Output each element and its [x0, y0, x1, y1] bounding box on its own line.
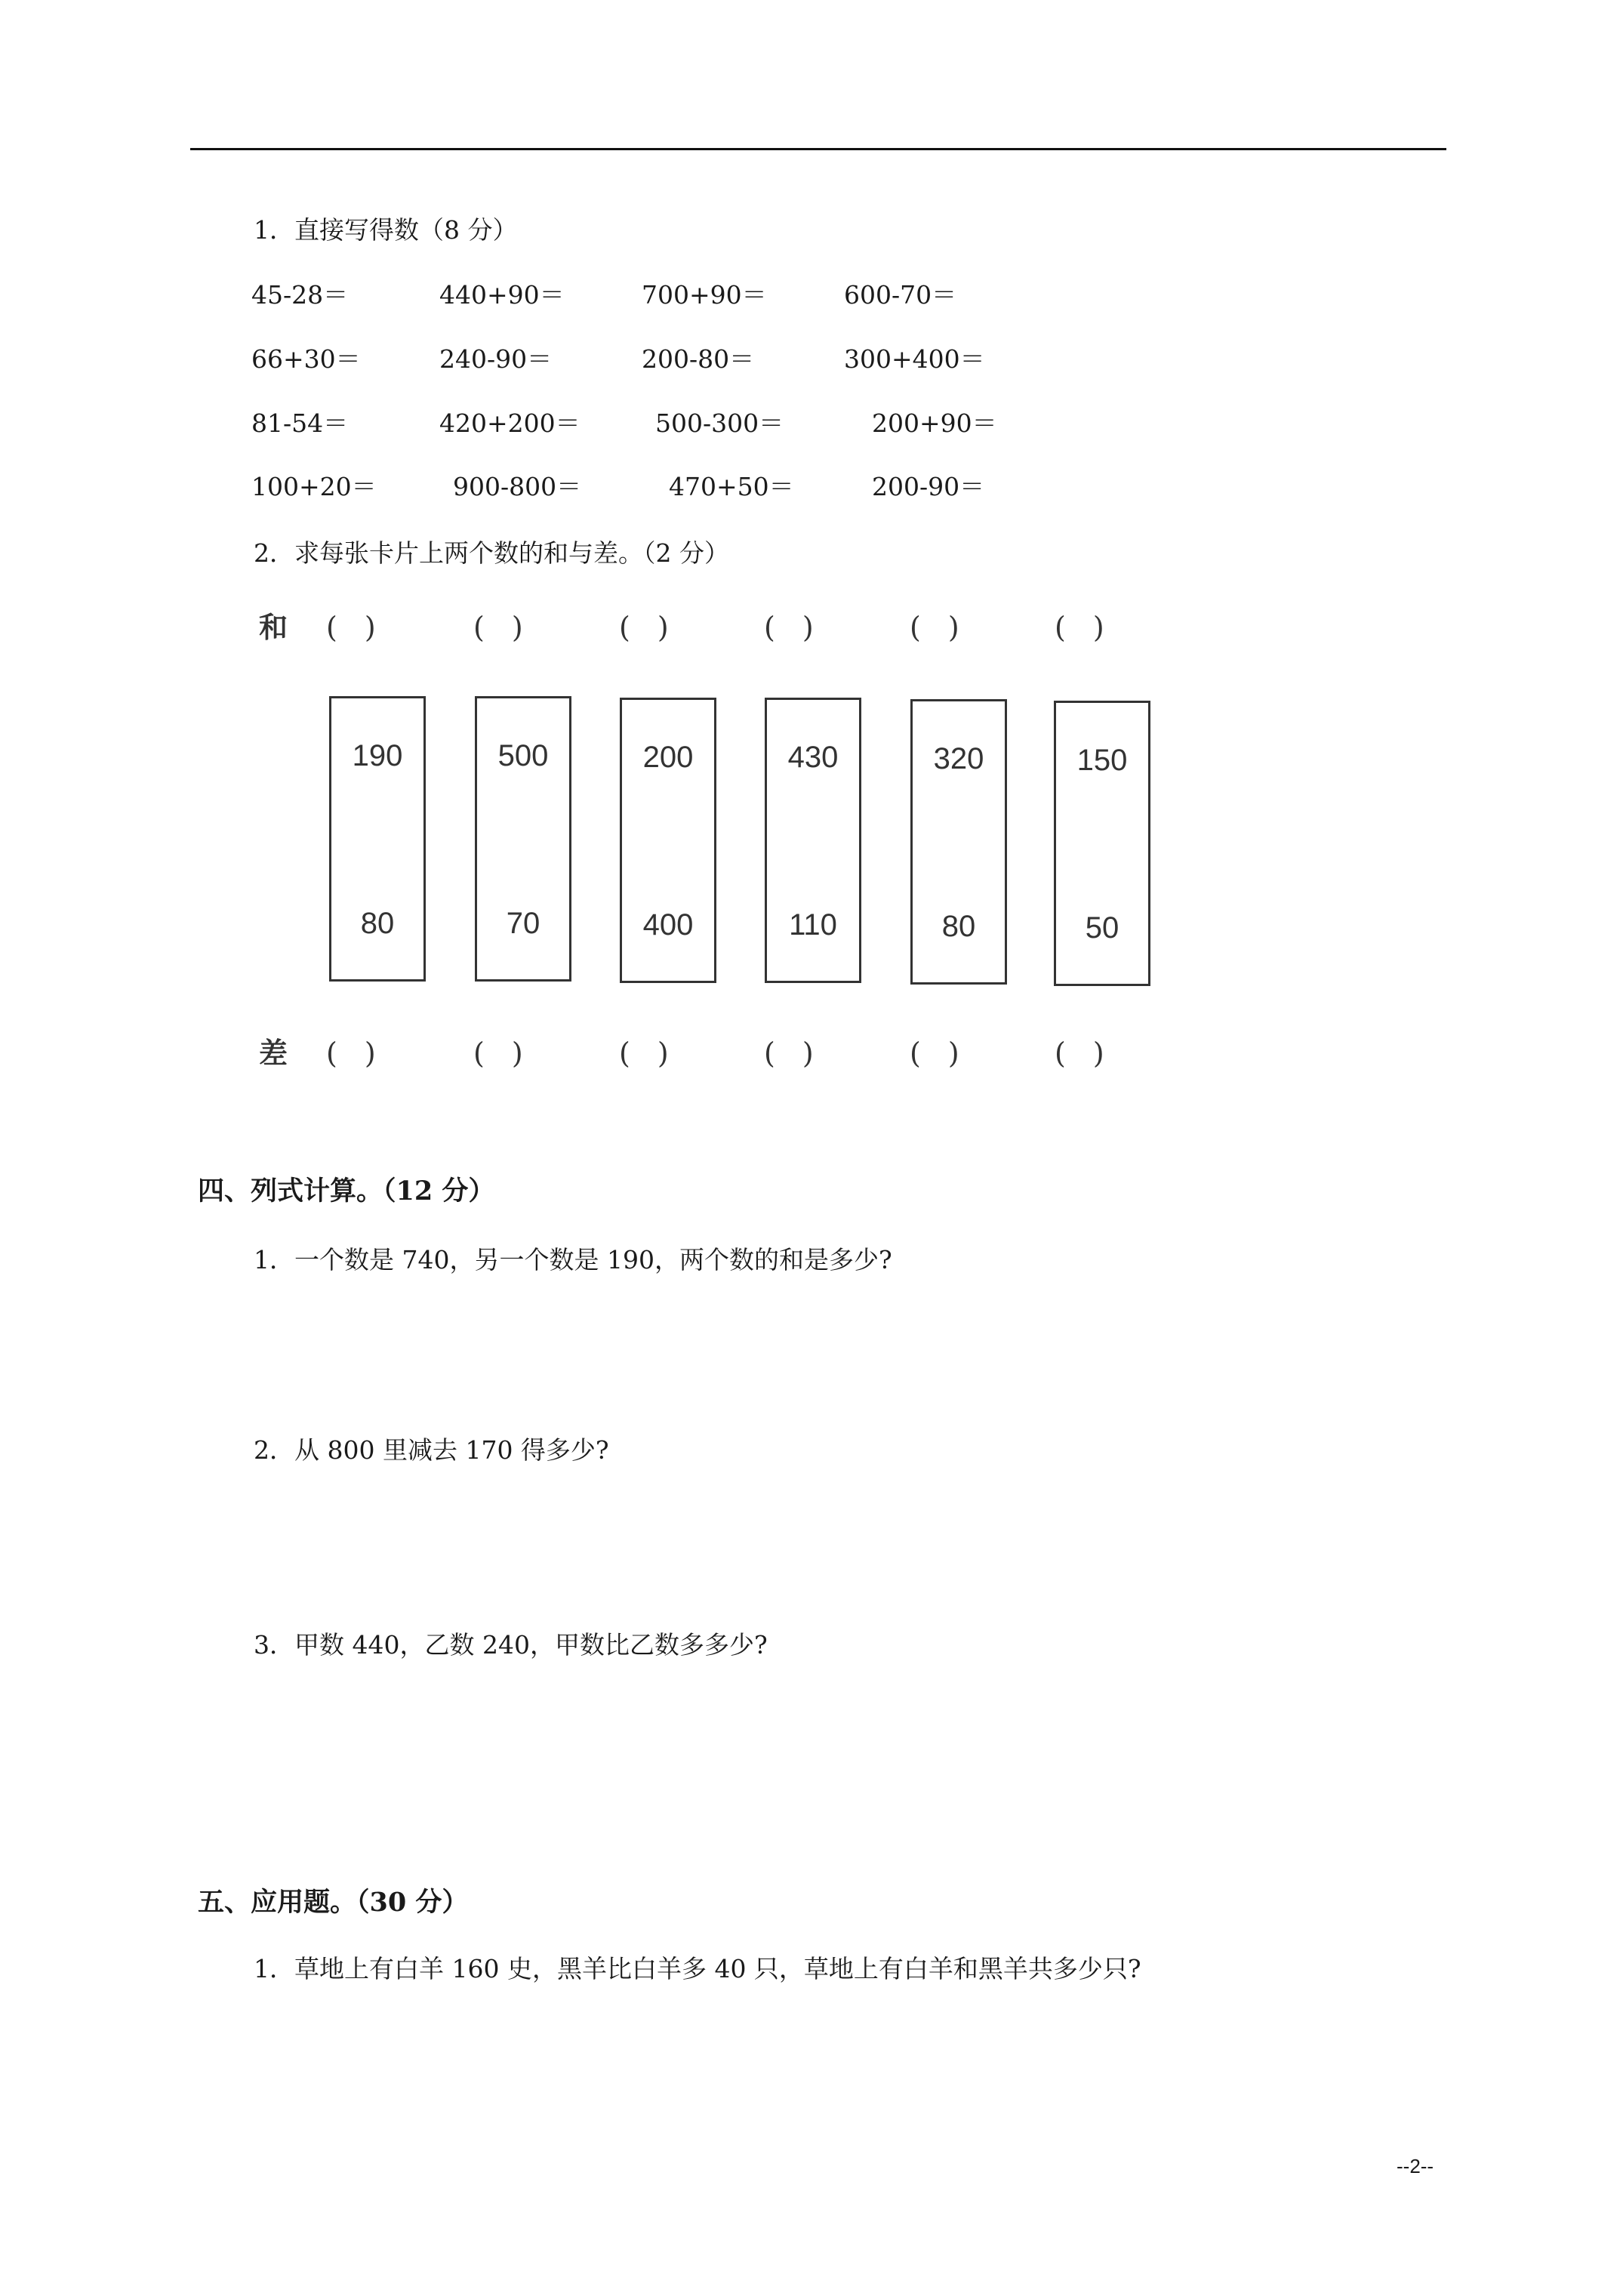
card-top-number: 320: [933, 742, 984, 775]
section-5-item: 1．草地上有白羊 160 史，黑羊比白羊多 40 只，草地上有白羊和黑羊共多少只?: [254, 1954, 1141, 1983]
sum-answer-blank[interactable]: ( ): [910, 611, 969, 644]
number-card: [620, 698, 716, 983]
q1-title: 1．直接写得数（8 分）: [254, 215, 518, 245]
card-bottom-number: 50: [1085, 911, 1119, 945]
calc-item: 300+400＝: [844, 344, 985, 374]
card-top-number: 150: [1076, 744, 1128, 777]
card-bottom-number: 110: [789, 908, 837, 942]
section-5-title: 五、应用题。（30 分）: [198, 1887, 469, 1918]
sum-label: 和: [259, 610, 288, 644]
calc-item: 81-54＝: [251, 408, 349, 438]
card-bottom-number: 80: [360, 907, 395, 940]
calc-item: 420+200＝: [439, 408, 581, 438]
sum-answer-blank[interactable]: ( ): [326, 611, 385, 644]
section-4-title: 四、列式计算。（12 分）: [198, 1176, 495, 1207]
sum-answer-blank[interactable]: ( ): [1055, 611, 1113, 644]
calc-item: 700+90＝: [642, 280, 767, 310]
sum-answer-blank[interactable]: ( ): [764, 611, 823, 644]
card-top-number: 190: [352, 739, 403, 772]
calc-item: 240-90＝: [439, 344, 553, 374]
card-bottom-number: 80: [941, 910, 976, 943]
calc-item: 470+50＝: [669, 472, 794, 501]
diff-answer-blank[interactable]: ( ): [764, 1037, 823, 1070]
diff-answer-blank[interactable]: ( ): [1055, 1037, 1113, 1070]
page-number: --2--: [1397, 2155, 1434, 2177]
calc-item: 600-70＝: [844, 280, 957, 310]
calc-item: 440+90＝: [439, 280, 565, 310]
calc-item: 200+90＝: [872, 408, 997, 438]
diff-answer-blank[interactable]: ( ): [910, 1037, 969, 1070]
card-top-number: 430: [787, 741, 839, 774]
calc-item: 200-90＝: [872, 472, 985, 501]
diff-answer-blank[interactable]: ( ): [619, 1037, 678, 1070]
number-card: [1054, 701, 1150, 986]
header-rule: [190, 148, 1446, 150]
card-top-number: 200: [642, 741, 694, 774]
card-top-number: 500: [497, 739, 549, 772]
number-card: [765, 698, 861, 983]
diff-answer-blank[interactable]: ( ): [473, 1037, 532, 1070]
calc-item: 100+20＝: [251, 472, 377, 501]
section-4-item: 3．甲数 440，乙数 240，甲数比乙数多多少?: [254, 1630, 768, 1660]
number-card: [475, 696, 571, 982]
q2-title: 2．求每张卡片上两个数的和与差。（2 分）: [254, 538, 729, 568]
card-bottom-number: 70: [506, 907, 540, 940]
calc-item: 45-28＝: [251, 280, 349, 310]
diff-answer-blank[interactable]: ( ): [326, 1037, 385, 1070]
card-bottom-number: 400: [642, 908, 694, 942]
calc-item: 900-800＝: [453, 472, 582, 501]
calc-item: 66+30＝: [251, 344, 361, 374]
section-4-item: 1．一个数是 740，另一个数是 190，两个数的和是多少?: [254, 1245, 892, 1274]
sum-answer-blank[interactable]: ( ): [473, 611, 532, 644]
calc-item: 500-300＝: [655, 408, 784, 438]
section-4-item: 2．从 800 里减去 170 得多少?: [254, 1435, 609, 1465]
diff-label: 差: [259, 1036, 288, 1070]
calc-item: 200-80＝: [642, 344, 755, 374]
number-card: [910, 699, 1007, 985]
sum-answer-blank[interactable]: ( ): [619, 611, 678, 644]
number-card: [329, 696, 426, 982]
